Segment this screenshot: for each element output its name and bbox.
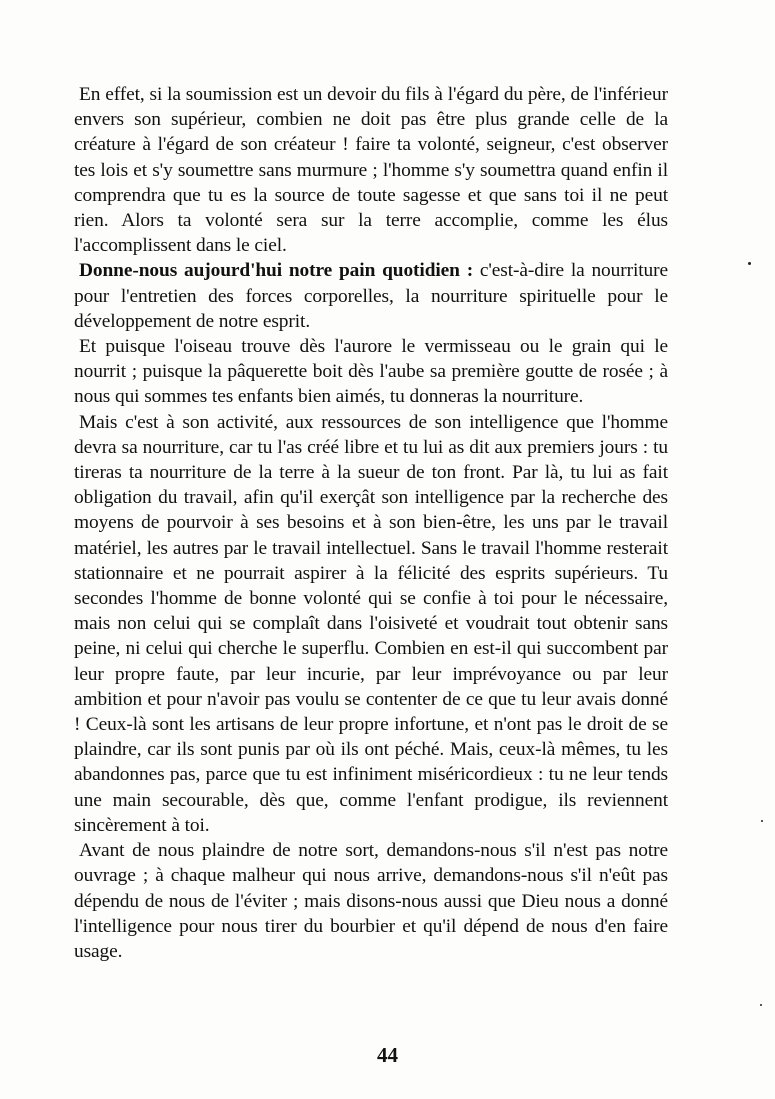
scan-speck (761, 820, 763, 822)
paragraph-4-text: Mais c'est à son activité, aux ressources de son intelligence que l'homme devra sa nourriture, car tu l'as créé libre et tu lui as dit aux premiers jours : tu tireras ta nourriture de la terre à la sueur de ton front. Par là, tu lui as fait obligation du travail, afin qu'il exerçât son intelligence par la recherche des moyens de pourvoir à ses besoins et à son bien-être, les uns par le travail matériel, les autres par le travail intellectuel. Sans le travail l'homme resterait stationnaire et ne pourrait aspirer à la félicité des esprits supérieurs. Tu secondes l'homme de bonne volonté qui se confie à toi pour le nécessaire, mais non celui qui se complaît dans l'oisiveté et voudrait tout obtenir sans peine, ni celui qui cherche le superflu. Combien en est-il qui succombent par leur propre faute, par leur incurie, par leur imprévoyance ou par leur ambition et pour n'avoir pas voulu se contenter de ce que tu leur avais donné ! Ceux-là sont les artisans de leur propre infortune, et n'ont pas le droit de se plaindre, car ils sont punis par où ils ont péché. Mais, ceux-là mêmes, tu les abandonnes pas, parce que tu est infiniment miséricordieux : tu ne leur tends une main secourable, dès que, comme l'enfant prodigue, ils reviennent sincèrement à toi. (74, 411, 668, 836)
paragraph-4 (74, 410, 668, 838)
page-number: 44 (377, 1043, 398, 1067)
body-text (74, 82, 668, 964)
paragraph-2 (74, 258, 668, 334)
paragraph-5-text: Avant de nous plaindre de notre sort, demandons-nous s'il n'est pas notre ouvrage ; à chaque malheur qui nous arrive, demandons-nous s'il n'eût pas dépendu de nous de l'éviter ; mais disons-nous aussi que Dieu nous a donné l'intelligence pour nous tirer du bourbier et qu'il dépend de nous d'en faire usage. (74, 840, 668, 962)
paragraph-1-text: En effet, si la soumission est un devoir du fils à l'égard du père, de l'inférieur envers son supérieur, combien ne doit pas être plus grande celle de la créature à l'égard de son créateur ! faire ta volonté, seigneur, c'est observer tes lois et s'y soumettre sans murmure ; l'homme s'y soumettra quand enfin il comprendra que tu es la source de toute sagesse et que sans toi il ne peut rien. Alors ta volonté sera sur la terre accomplie, comme les élus l'accomplissent dans le ciel. (74, 84, 668, 257)
paragraph-2-text: c'est-à-dire la nourriture pour l'entretien des forces corporelles, la nourriture spirituelle pour le développement de notre esprit. (74, 260, 668, 332)
scan-speck (748, 262, 751, 265)
paragraph-3-text: Et puisque l'oiseau trouve dès l'aurore le vermisseau ou le grain qui le nourrit ; puisque la pâquerette boit dès l'aube sa première goutte de rosée ; à nous qui sommes tes enfants bien aimés, tu donneras la nourriture. (74, 336, 668, 408)
scan-speck (760, 1004, 762, 1006)
prayer-line-heading: Donne-nous aujourd'hui notre pain quotidien : (79, 260, 474, 282)
paragraph-3 (74, 334, 668, 410)
paragraph-1 (74, 82, 668, 258)
paragraph-5 (74, 838, 668, 964)
